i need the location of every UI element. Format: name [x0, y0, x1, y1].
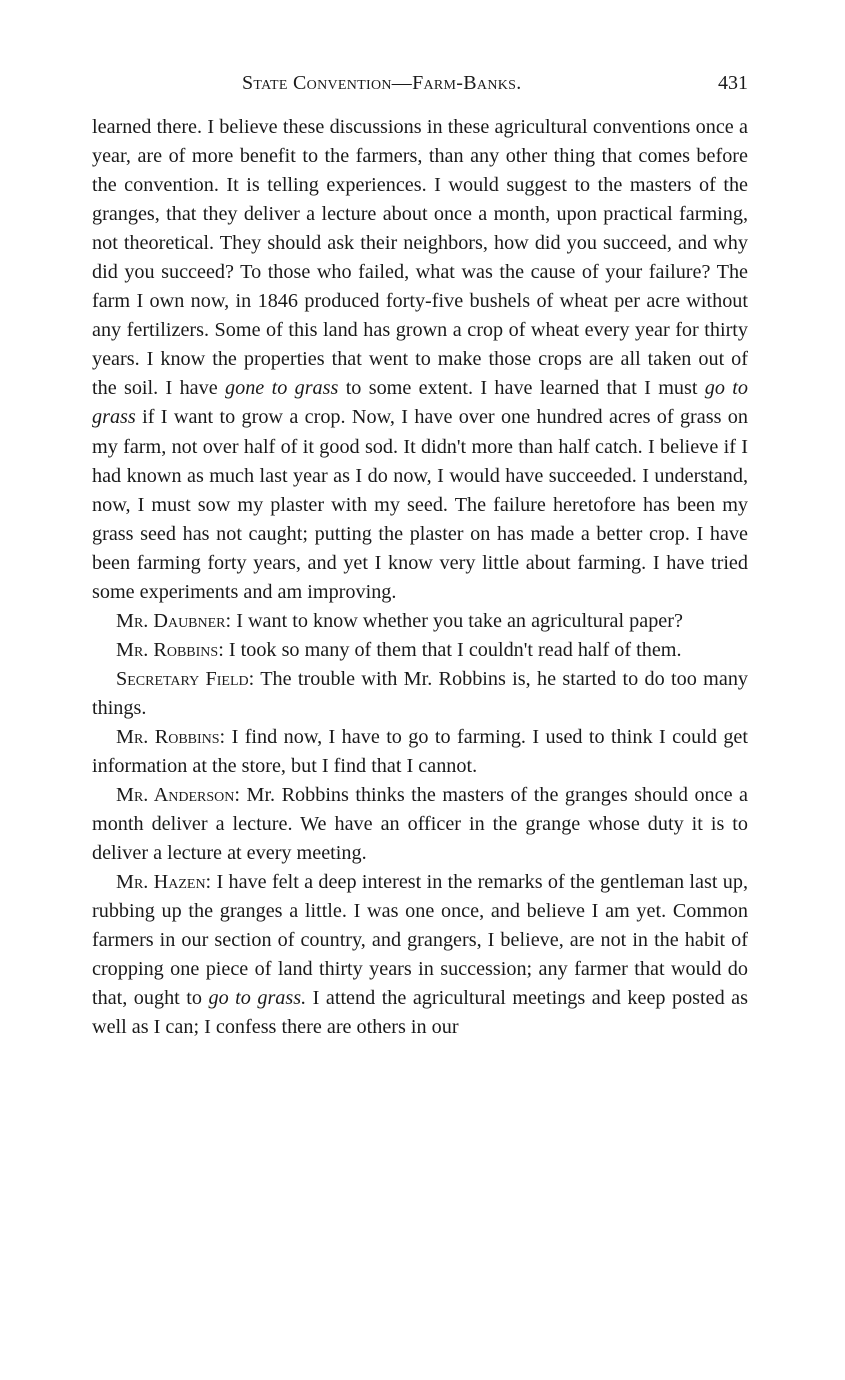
speaker-name: Mr. Anderson: — [116, 784, 241, 807]
italic-phrase: go to grass. — [208, 987, 307, 1010]
text-run: The trouble with Mr. Robbins is, he started to do too many things. — [92, 667, 749, 719]
speaker-name: Secretary Field: — [116, 667, 255, 690]
text-run: I attend the agricultural meetings and keep posted as well as I can; I confess there are others in our — [92, 987, 748, 1039]
text-run: learned there. I believe these discussions in these agricultural conventions once a year, are of more benefit to the farmers, than any other thing that comes before the convention. It is telling experiences. I would suggest to the masters of the granges, that they deliver a lecture about once a month, upon practical farming, not theoretical. They should ask their neighbors, how did you succeed, and why did you succeed? To those who failed, what was the cause of your failure? The farm I own now, in 1846 produced forty-five bushels of wheat per acre without any fertilizers. Some of this land has grown a crop of wheat every year for thirty years. I know the properties that went to make those crops are all taken out of the soil. I have — [92, 116, 748, 400]
text-run: I took so many of them that I couldn't read half of them. — [223, 638, 682, 661]
text-run: to some extent. I have learned that I must — [338, 377, 705, 400]
speaker-name: Mr. Robbins: — [116, 725, 226, 748]
text-run: I find now, I have to go to farming. I used to think I could get information at the store, but I find that I cannot. — [92, 725, 748, 778]
speaker-name: Mr. Robbins: — [116, 638, 224, 661]
paragraph — [92, 636, 748, 665]
paragraph — [92, 868, 748, 1042]
running-head — [92, 72, 748, 102]
text-run: I want to know whether you take an agricultural paper? — [231, 609, 683, 632]
paragraph — [92, 607, 748, 636]
italic-phrase: go to grass — [92, 377, 749, 429]
page-number: 431 — [718, 72, 748, 94]
italic-phrase: gone to grass — [225, 377, 339, 400]
paragraph — [92, 113, 748, 607]
body-text — [92, 113, 748, 1043]
paragraph — [92, 781, 748, 868]
text-run: Mr. Robbins thinks the masters of the granges should once a month deliver a lecture. We have an officer in the grange whose duty it is to deliver a lecture at every meeting. — [92, 784, 749, 865]
paragraph — [92, 665, 748, 723]
text-run: if I want to grow a crop. Now, I have over one hundred acres of grass on my farm, not over half of it good sod. It didn't more than half catch. I believe if I had known as much last year as I do now, I would have succeeded. I understand, now, I must sow my plaster with my seed. The failure heretofore has been my grass seed has not caught; putting the plaster on has made a better crop. I have been farming forty years, and yet I know very little about farming. I have tried some experiments and am improving. — [92, 406, 748, 603]
speaker-name: Mr. Daubner: — [116, 609, 232, 632]
paragraph — [92, 723, 748, 781]
speaker-name: Mr. Hazen: — [116, 871, 212, 894]
text-run: I have felt a deep interest in the remarks of the gentleman last up, rubbing up the granges a little. I was one once, and believe I am yet. Common farmers in our section of country, and grangers, I believe, are not in the habit of cropping one piece of land thirty years in succession; any farmer that would do that, ought to — [92, 871, 748, 1010]
running-title: State Convention—Farm-Banks. — [242, 72, 522, 94]
